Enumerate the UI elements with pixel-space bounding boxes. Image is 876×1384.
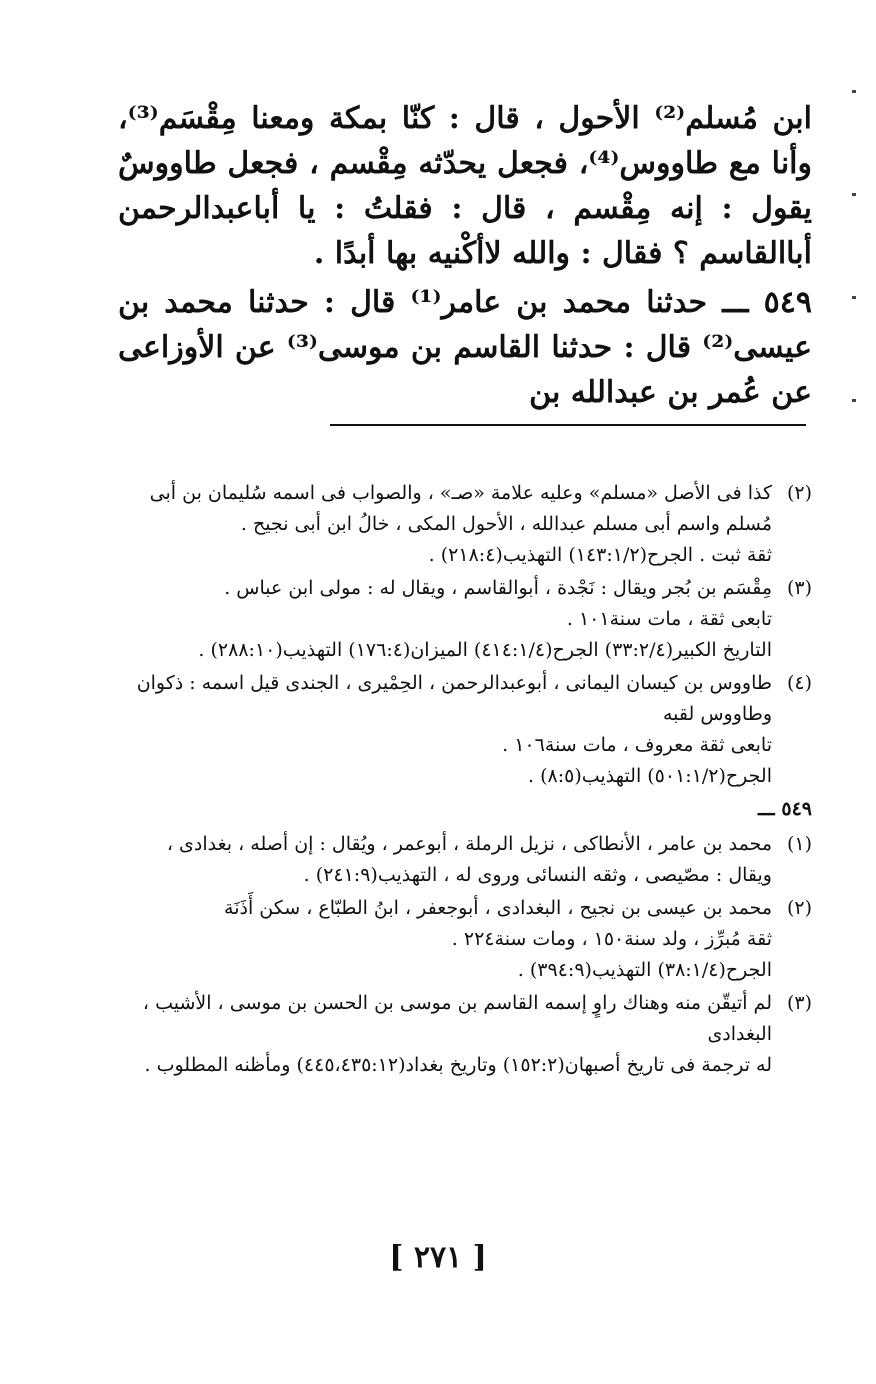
hadith-entry — [118, 280, 812, 415]
footnote-number: (٣) — [786, 577, 812, 599]
footnote — [118, 988, 812, 1081]
footnotes — [118, 478, 812, 1083]
footnote-line: لم أتيقّن منه وهناك راوٍ إسمه القاسم بن موسى بن الحسن بن موسى ، الأشيب ، البغدادى — [142, 992, 772, 1045]
footnote-line: تابعى ثقة ، مات سنة١٠١ . — [566, 608, 772, 630]
entry-text: حدثنا محمد بن عامر⁽¹⁾ قال : حدثنا محمد بن عيسى⁽²⁾ قال : حدثنا القاسم بن موسى⁽³⁾ عن الأوزاعى عن عُمر بن عبدالله بن — [118, 285, 812, 410]
paragraph-continuation: ابن مُسلم⁽²⁾ الأحول ، قال : كنّا بمكة ومعنا مِقْسَم⁽³⁾، وأنا مع طاووس⁽⁴⁾، فجعل يحدّثه مِقْسم ، فجعل طاووسٌ يقول : إنه مِقْسم ، قال : فقلتُ : يا أباعبدالرحمن أباالقاسم ؟ فقال : والله لاأكْنيه بها أبدًا . — [118, 101, 812, 271]
footnote-line: ثقة مُبرِّز ، ولد سنة١٥٠ ، ومات سنة٢٢٤ . — [451, 928, 772, 950]
footnote-number: (١) — [786, 833, 812, 855]
footnote-body — [118, 988, 772, 1081]
footnote-line: الجرح(٣٨:١/٤) التهذيب(٣٩٤:٩) . — [517, 959, 772, 981]
edge-mark — [852, 296, 856, 299]
footnote-body — [118, 573, 772, 666]
footnote-body — [118, 829, 772, 891]
footnote — [118, 478, 812, 571]
footnote — [118, 668, 812, 792]
footnote-line: الجرح(٥٠١:١/٢) التهذيب(٨:٥) . — [528, 765, 772, 787]
page-number-text: [ ٢٧١ ] — [389, 1240, 487, 1275]
footnote-line: طاووس بن كيسان اليمانى ، أبوعبدالرحمن ، الحِمْيرى ، الجندى قيل اسمه : ذكوان وطاووس لقبه — [136, 672, 772, 725]
main-text — [118, 96, 812, 415]
footnote — [118, 829, 812, 891]
footnote-line: ثقة ثبت . الجرح(١٤٣:١/٢) التهذيب(٢١٨:٤) . — [428, 544, 772, 566]
page-number — [0, 1240, 876, 1275]
footnote-line: مِقْسَم بن بُجر ويقال : نَجْدة ، أبوالقاسم ، ويقال له : مولى ابن عباس . — [224, 577, 772, 599]
footnote-number: (٣) — [786, 992, 812, 1014]
edge-mark — [852, 399, 856, 402]
footnote-divider — [330, 424, 806, 426]
footnote-number: (٤) — [786, 672, 812, 694]
footnote-line: له ترجمة فى تاريخ أصبهان(١٥٢:٢) وتاريخ بغداد(٤٤٥،٤٣٥:١٢) ومأظنه المطلوب . — [144, 1054, 772, 1076]
section-marker: ٥٤٩ ـــ — [758, 798, 812, 820]
entry-number: ٥٤٩ ـــ — [722, 285, 813, 320]
footnote-number: (٢) — [786, 482, 812, 504]
footnote-body — [118, 478, 772, 571]
footnote-line: تابعى ثقة معروف ، مات سنة١٠٦ . — [502, 734, 772, 756]
footnote-line: كذا فى الأصل «مسلم» وعليه علامة «صـ» ، والصواب فى اسمه سُليمان بن أبى مُسلم واسم أبى مسلم عبدالله ، الأحول المكى ، خالُ ابن أبى نجيح . — [149, 482, 772, 535]
footnote-body — [118, 668, 772, 792]
footnote — [118, 573, 812, 666]
footnote-number: (٢) — [786, 897, 812, 919]
edge-mark — [852, 193, 856, 196]
footnote-line: محمد بن عيسى بن نجيح ، البغدادى ، أبوجعفر ، ابنُ الطبّاع ، سكن أَذَنَة — [224, 897, 772, 919]
footnote-line: محمد بن عامر ، الأنطاكى ، نزيل الرملة ، أبوعمر ، ويُقال : إن أصله ، بغدادى ، ويقال : مصّيصى ، وثقه النسائى وروى له ، التهذيب(٢٤١:٩) . — [166, 833, 772, 886]
footnote-body — [118, 893, 772, 986]
edge-mark — [852, 90, 856, 93]
footnote-line: التاريخ الكبير(٣٣:٢/٤) الجرح(٤١٤:١/٤) الميزان(١٧٦:٤) التهذيب(٢٨٨:١٠) . — [198, 639, 772, 661]
page-edge-marks — [852, 90, 858, 502]
footnote — [118, 893, 812, 986]
